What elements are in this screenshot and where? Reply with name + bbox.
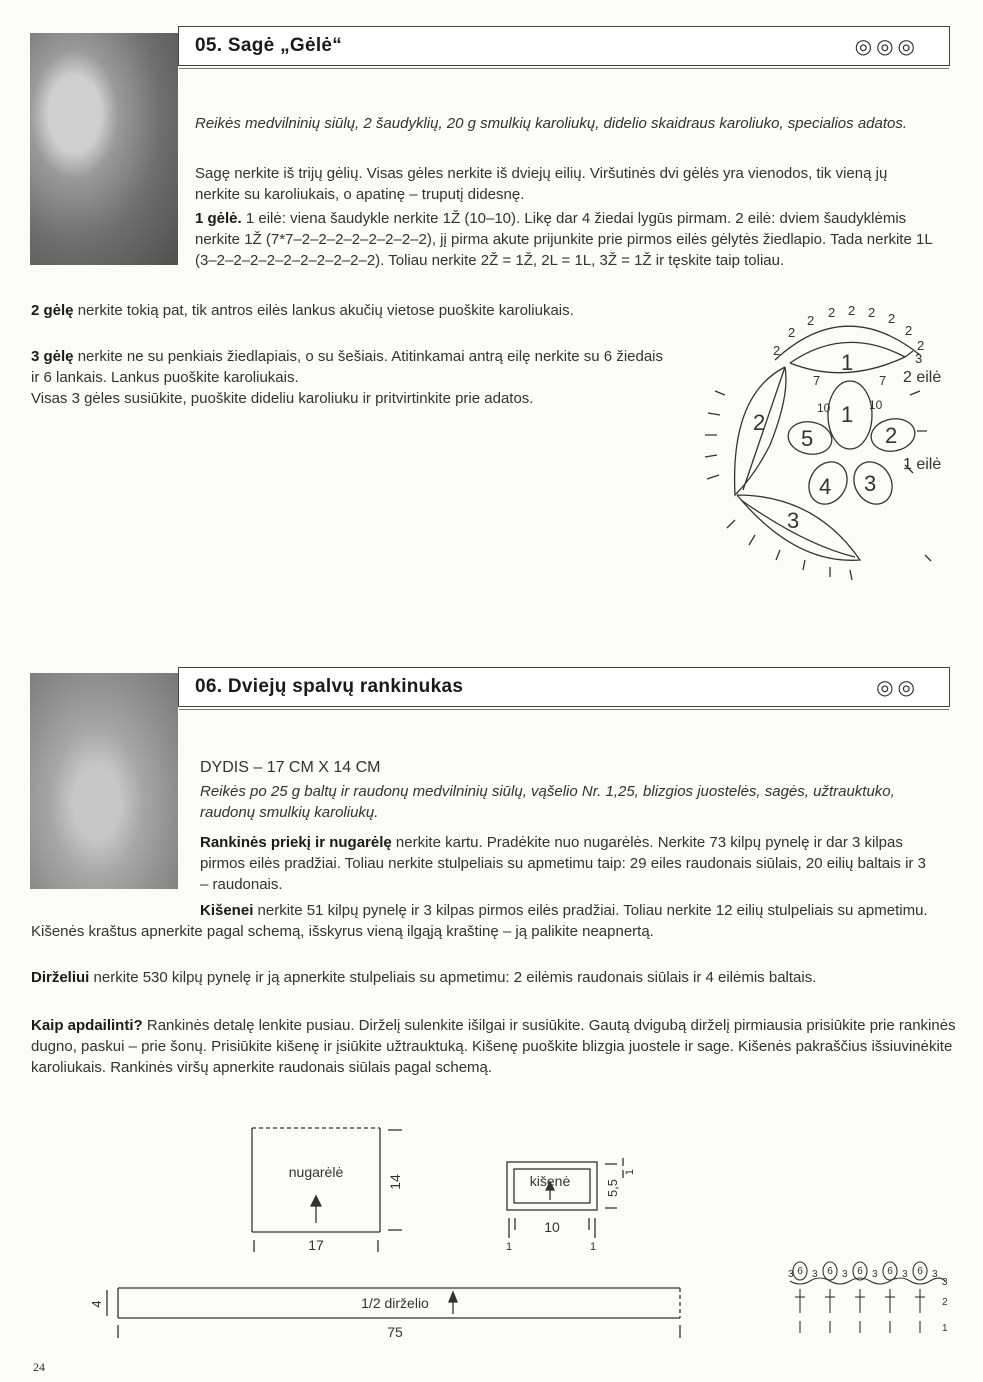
- back-width: 17: [308, 1237, 324, 1253]
- edging-count: 3: [902, 1269, 908, 1280]
- petal-1: 1: [841, 402, 854, 427]
- ring-arc-3: 3: [787, 508, 800, 533]
- pocket-margin: 1: [624, 1168, 636, 1176]
- count-7-right: 7: [879, 373, 887, 388]
- p2-text: nerkite 51 kilpų pynelę ir 3 kilpas pirmos eilės pradžiai. Toliau nerkite 12 eilių stulpeliais su apmetimu. Kišenės kraštus apnerkite pagal schemą, išskyrus vieną ilgąją kraštinę – ją palikite neapnertą.: [31, 902, 928, 940]
- section2-p1: [200, 832, 932, 895]
- edging-row-2: 2: [942, 1297, 948, 1308]
- flower1-label: 1 gėlė.: [195, 210, 242, 227]
- edging-count: 3: [812, 1269, 818, 1280]
- section2-p4: [31, 1015, 959, 1078]
- count-7-left: 7: [813, 373, 821, 388]
- arc-count: 2: [807, 313, 815, 328]
- pocket-label: kišenė: [529, 1173, 571, 1189]
- strap-length: 75: [387, 1324, 403, 1340]
- flower3-label: 3 gėlę: [31, 348, 74, 365]
- edging-row-3: 3: [942, 1277, 948, 1288]
- arc-count: 2: [917, 338, 925, 353]
- section1-flower2: [31, 300, 671, 321]
- row1-label: 1 eilė: [903, 456, 942, 473]
- petal-2: 2: [885, 423, 898, 448]
- flower2-label: 2 gėlę: [31, 302, 74, 319]
- section1-materials: Reikės medvilninių siūlų, 2 šaudyklių, 20 g smulkių karoliukų, didelio skaidraus karoliuko, specialios adatos.: [195, 115, 908, 132]
- yarn-ball-icon: ◎◎: [876, 677, 919, 699]
- arc-count: 2: [788, 325, 796, 340]
- section2-title: 06. Dviejų spalvų rankinukas: [195, 676, 464, 697]
- p2-label: Kišenei: [200, 902, 254, 919]
- pocket-margin: 1: [505, 1241, 513, 1253]
- flower-diagram: [695, 295, 965, 595]
- page-number: 24: [33, 1360, 45, 1374]
- strap-label: 1/2 dirželio: [361, 1295, 429, 1311]
- petal-3: 3: [864, 471, 877, 496]
- edging-count: 3: [788, 1269, 794, 1280]
- edging-picot: 6: [797, 1266, 803, 1277]
- edging-picot: 6: [857, 1266, 863, 1277]
- section1-title: 05. Sagė „Gėlė“: [195, 35, 343, 56]
- section1-intro: Sagę nerkite iš trijų gėlių. Visas gėles nerkite iš dviejų eilių. Viršutinės dvi gėlės yra vienodos, tik vieną jų nerkite su karoliukais, o apatinę – truputį didesnę.: [195, 165, 888, 203]
- arc-count: 2: [848, 303, 856, 318]
- edging-chart: [780, 1255, 960, 1345]
- ring-arc-1: 1: [841, 350, 854, 375]
- back-height: 14: [387, 1174, 403, 1190]
- section2-p2: [31, 900, 959, 942]
- section2-title-bar: [178, 667, 950, 707]
- p1-text: nerkite kartu. Pradėkite nuo nugarėlės. Nerkite 73 kilpų pynelę ir dar 3 kilpas pirmos eilės pradžiai. Toliau nerkite stulpeliais su apmetimu taip: 29 eiles raudonais siūlais, 20 eilių baltais ir 3 – raudonais.: [200, 834, 926, 893]
- p4-label: Kaip apdailinti?: [31, 1017, 143, 1034]
- pocket-height: 5,5: [605, 1178, 620, 1198]
- row2-label: 2 eilė: [903, 369, 942, 386]
- arc-count: 2: [888, 311, 896, 326]
- arc-count: 2: [905, 323, 913, 338]
- arc-count: 2: [773, 343, 781, 358]
- arc-count: 2: [868, 305, 876, 320]
- petal-4: 4: [819, 474, 832, 499]
- pocket-margin: 1: [589, 1241, 597, 1253]
- ring-arc-2: 2: [753, 410, 766, 435]
- section1-assembly: Visas 3 gėles susiūkite, puoškite dideliu karoliuku ir pritvirtinkite prie adatos.: [31, 390, 534, 407]
- section1-flower3: [31, 346, 671, 388]
- edging-count: 3: [932, 1269, 938, 1280]
- edging-count: 3: [842, 1269, 848, 1280]
- count-10-left: 10: [817, 401, 831, 415]
- p1-label: Rankinės priekį ir nugarėlę: [200, 834, 392, 851]
- count-3: 3: [915, 351, 923, 366]
- edging-row-1: 1: [942, 1323, 948, 1334]
- section1-title-bar: [178, 26, 950, 66]
- brooch-photo: [30, 33, 178, 265]
- section2-materials: Reikės po 25 g baltų ir raudonų medvilninių siūlų, vąšelio Nr. 1,25, blizgios juostelės, sagės, užtrauktuko, raudonų smulkių karoliukų.: [200, 783, 895, 821]
- strap-diagram: [85, 1280, 690, 1350]
- edging-picot: 6: [827, 1266, 833, 1277]
- yarn-ball-icon: ◎◎◎: [854, 36, 919, 58]
- p4-text: Rankinės detalę lenkite pusiau. Dirželį sulenkite išilgai ir susiūkite. Gautą dvigubą dirželį pirmiausia prisiūkite prie rankinės dugno, paskui – prie šonų. Prisiūkite kišenę ir įsiūkite užtrauktuką. Kišenę puoškite blizgia juostele ir sage. Kišenės pakraščius išsiuvinėkite karoliukais. Rankinės viršų apnerkite raudonais siūlais pagal schemą.: [31, 1017, 956, 1076]
- edging-picot: 6: [917, 1266, 923, 1277]
- count-10-right: 10: [869, 398, 883, 412]
- section2-p3: [31, 967, 959, 988]
- edging-count: 3: [872, 1269, 878, 1280]
- flower3-text: nerkite ne su penkiais žiedlapiais, o su šešiais. Atitinkamai antrą eilę nerkite su 6 žiedais ir 6 lankais. Lankus puoškite karoliukais.: [31, 348, 664, 386]
- flower1-text: 1 eilė: viena šaudykle nerkite 1Ž (10–10). Likę dar 4 žiedai lygūs pirmam. 2 eilė: dviem šaudyklėmis nerkite 1Ž (7*7–2–2–2–2–2–2–2–2), jį pirma akute prijunkite prie pirmos eilės gėlytės žiedlapio. Tada nerkite 1L (3–2–2–2–2–2–2–2–2–2–2). Toliau nerkite 2Ž = 1Ž, 2L = 1L, 3Ž = 1Ž ir tęskite taip toliau.: [195, 210, 933, 269]
- handbag-photo: [30, 673, 178, 889]
- back-label: nugarėlė: [288, 1164, 344, 1180]
- arc-count: 2: [828, 305, 836, 320]
- edging-picot: 6: [887, 1266, 893, 1277]
- pocket-diagram: [495, 1150, 655, 1255]
- petal-5: 5: [801, 426, 814, 451]
- p3-label: Dirželiui: [31, 969, 90, 986]
- pocket-width: 10: [544, 1219, 560, 1235]
- strap-width: 4: [89, 1300, 104, 1308]
- p3-text: nerkite 530 kilpų pynelę ir ją apnerkite stulpeliais su apmetimu: 2 eilėmis raudonais siūlais ir 4 eilėmis baltais.: [89, 969, 817, 986]
- section2-size: DYDIS – 17 CM X 14 CM: [200, 759, 381, 776]
- back-panel-diagram: [240, 1120, 420, 1260]
- flower2-text: nerkite tokią pat, tik antros eilės lankus akučių vietose puoškite karoliukais.: [73, 302, 574, 319]
- section1-flower1: [195, 208, 940, 271]
